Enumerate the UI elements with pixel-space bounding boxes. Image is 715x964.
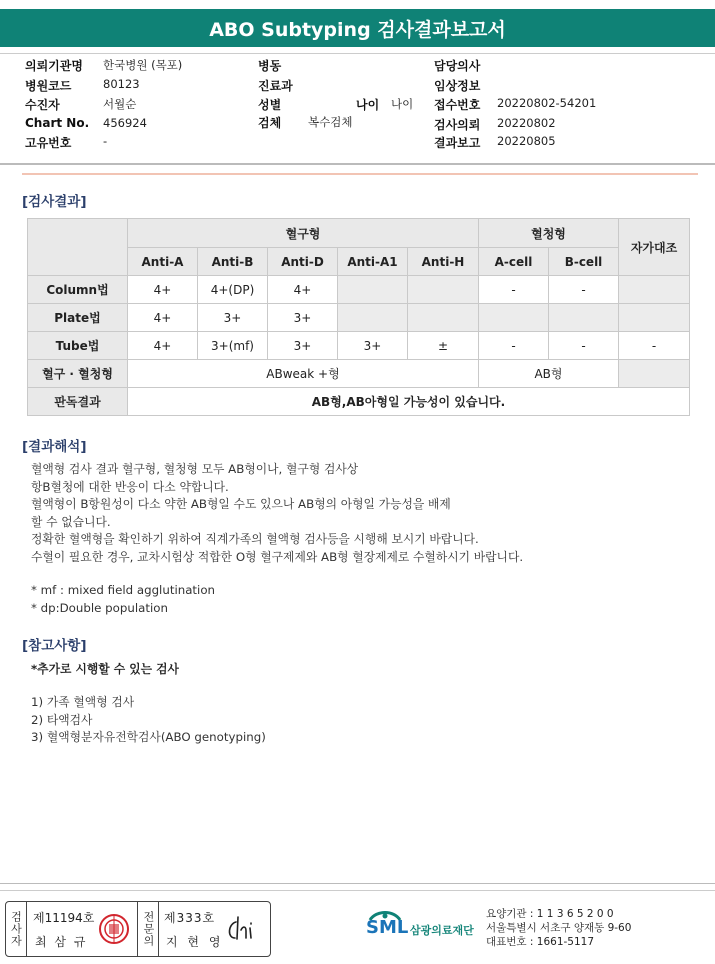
cell-tube-anti-a1: 3+: [338, 332, 408, 360]
cell-column-a-cell: -: [479, 276, 549, 304]
org-name: 삼광의료재단: [410, 924, 474, 937]
cell-column-anti-d: 4+: [268, 276, 338, 304]
header-autocontrol: 자가대조: [619, 219, 690, 276]
specialist-signature-icon: [224, 914, 264, 944]
cell-plate-autocontrol: [619, 304, 690, 332]
value-requesting-institution: 한국병원 (목포): [103, 58, 183, 72]
row-label-judgement: 판독결과: [28, 388, 128, 416]
label-accession-no: 접수번호: [434, 98, 481, 112]
label-age: 나이: [356, 98, 380, 112]
org-address: [486, 907, 631, 949]
section-title-result: [검사결과]: [22, 194, 87, 210]
cell-column-anti-b: 4+(DP): [198, 276, 268, 304]
cell-plate-anti-d: 3+: [268, 304, 338, 332]
cell-tube-a-cell: -: [479, 332, 549, 360]
col-header-b-cell: B-cell: [549, 248, 619, 276]
value-report-date: 20220805: [497, 134, 556, 148]
label-requesting-institution: 의뢰기관명: [25, 59, 83, 73]
report-title: ABO Subtyping 검사결과보고서: [209, 18, 506, 41]
cell-column-anti-a1: [338, 276, 408, 304]
value-chart-no: 456924: [103, 116, 147, 130]
table-row-judgement: [28, 388, 690, 416]
sml-logo-text: SML: [366, 917, 409, 938]
org-phone: 대표번호 : 1661-5117: [486, 936, 595, 948]
label-clinical-info: 임상정보: [434, 79, 481, 93]
col-header-anti-a1: Anti-A1: [338, 248, 408, 276]
cell-column-anti-h: [408, 276, 479, 304]
cell-plate-anti-h: [408, 304, 479, 332]
cell-tube-anti-a: 4+: [128, 332, 198, 360]
table-row-type: [28, 360, 690, 388]
reference-item: 3) 혈액형분자유전학검사(ABO genotyping): [31, 730, 266, 745]
org-addr: 서울특별시 서초구 양재동 9-60: [486, 922, 632, 934]
table-row-column: [28, 276, 690, 304]
row-label-type: 혈구 · 혈청형: [28, 360, 128, 388]
note-line: * mf : mixed field agglutination: [31, 583, 216, 597]
notes: [31, 582, 215, 617]
value-unique-no: -: [103, 134, 108, 148]
cell-plate-anti-a: 4+: [128, 304, 198, 332]
row-label-column: Column법: [28, 276, 128, 304]
table-row-plate: [28, 304, 690, 332]
interpretation-text: [31, 461, 523, 567]
label-report-date: 결과보고: [434, 136, 481, 150]
section-title-reference: [참고사항]: [22, 638, 87, 654]
footer-top-rule-2: [0, 890, 715, 891]
value-age: 나이: [391, 97, 414, 111]
value-specimen: 복수검체: [308, 115, 353, 129]
interpretation-line: 혈액형 검사 결과 혈구형, 혈청형 모두 AB형이나, 혈구형 검사상: [31, 462, 359, 476]
cell-tube-anti-d: 3+: [268, 332, 338, 360]
value-patient: 서월순: [103, 97, 137, 111]
interpretation-line: 정확한 혈액형을 확인하기 위하여 직계가족의 혈액형 검사등을 시행해 보시기 바랍니다.: [31, 532, 479, 547]
table-header-group-row: [28, 219, 690, 248]
accent-rule: [22, 173, 698, 175]
section-title-interpretation: [결과해석]: [22, 439, 87, 455]
value-request-date: 20220802: [497, 116, 556, 130]
label-department: 진료과: [258, 79, 293, 93]
label-patient: 수진자: [25, 98, 60, 112]
note-line: * dp:Double population: [31, 600, 168, 615]
label-chart-no: Chart No.: [25, 116, 90, 130]
org-code: 요양기관 : 1 1 3 6 5 2 0 0: [486, 908, 614, 920]
label-request-date: 검사의뢰: [434, 118, 481, 132]
examiner-label: [6, 902, 27, 956]
label-hospital-code: 병원코드: [25, 79, 72, 93]
cell-tube-anti-b: 3+(mf): [198, 332, 268, 360]
cell-column-anti-a: 4+: [128, 276, 198, 304]
header-bottom-rule: [0, 163, 715, 165]
reference-item: 1) 가족 혈액형 검사: [31, 695, 135, 709]
interpretation-line: 혈액형이 B항원성이 다소 약한 AB형일 수도 있으나 AB형의 아형일 가능성을 배제: [31, 497, 451, 512]
cell-type-autocontrol: [619, 360, 690, 388]
table-row-tube: [28, 332, 690, 360]
header-reverse-group: 혈청형: [479, 219, 619, 248]
label-unique-no: 고유번호: [25, 136, 72, 150]
interpretation-line: 수혈이 필요한 경우, 교차시험상 적합한 O형 혈구제제와 AB형 혈장제제로 수혈하시기 바랍니다.: [31, 549, 524, 564]
row-label-tube: Tube법: [28, 332, 128, 360]
col-header-a-cell: A-cell: [479, 248, 549, 276]
row-label-plate: Plate법: [28, 304, 128, 332]
interpretation-line: 할 수 없습니다.: [31, 514, 111, 529]
signature-box: [5, 901, 271, 957]
col-header-anti-d: Anti-D: [268, 248, 338, 276]
footer-top-rule: [0, 883, 715, 884]
label-specimen: 검체: [258, 116, 282, 130]
examiner-label-text: 검사자: [9, 911, 23, 947]
reference-item: 2) 타액검사: [31, 712, 93, 727]
cell-plate-anti-b: 3+: [198, 304, 268, 332]
col-header-anti-a: Anti-A: [128, 248, 198, 276]
cell-plate-a-cell: [479, 304, 549, 332]
col-header-anti-b: Anti-B: [198, 248, 268, 276]
cell-column-autocontrol: [619, 276, 690, 304]
reference-subtitle: *추가로 시행할 수 있는 검사: [31, 662, 179, 676]
cell-tube-autocontrol: -: [619, 332, 690, 360]
label-doctor: 담당의사: [434, 59, 481, 73]
examiner-name: 최 삼 규: [35, 935, 88, 949]
cell-judgement: AB형,AB아형일 가능성이 있습니다.: [128, 388, 690, 416]
cell-forward-type: ABweak +형: [128, 360, 479, 388]
col-header-anti-h: Anti-H: [408, 248, 479, 276]
cell-tube-anti-h: ±: [408, 332, 479, 360]
specialist-name: 지 현 영: [166, 935, 224, 949]
patient-info: [0, 53, 715, 161]
reference-list: [31, 694, 266, 747]
value-hospital-code: 80123: [103, 77, 140, 91]
label-ward: 병동: [258, 59, 282, 73]
cell-plate-b-cell: [549, 304, 619, 332]
header-forward-group: 혈구형: [128, 219, 479, 248]
examiner-license-no: 제11194호: [33, 911, 95, 925]
interpretation-line: 항B혈청에 대한 반응이 다소 약합니다.: [31, 479, 229, 494]
label-sex: 성별: [258, 98, 282, 112]
cell-tube-b-cell: -: [549, 332, 619, 360]
results-table: [27, 218, 690, 416]
cell-reverse-type: AB형: [479, 360, 619, 388]
table-header-columns-row: [28, 248, 690, 276]
value-accession-no: 20220802-54201: [497, 96, 597, 110]
report-title-bar: [0, 9, 715, 47]
table-corner-cell: [28, 219, 128, 276]
examiner-seal-icon: [98, 913, 130, 945]
specialist-label: [137, 902, 159, 956]
specialist-license-no: 제333호: [164, 911, 216, 925]
cell-column-b-cell: -: [549, 276, 619, 304]
specialist-label-text: 전문의: [142, 911, 155, 947]
cell-plate-anti-a1: [338, 304, 408, 332]
